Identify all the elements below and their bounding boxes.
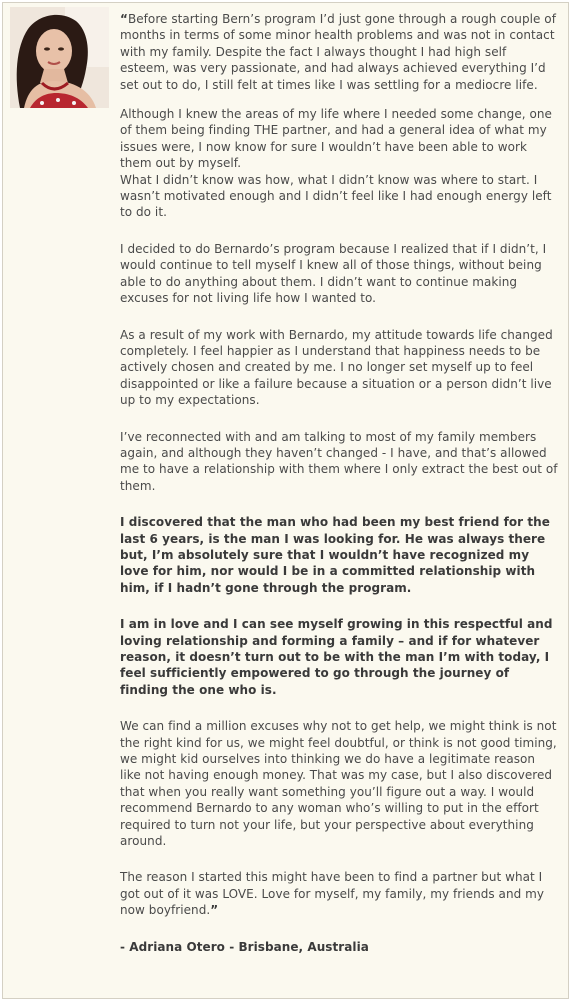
paragraph: I’ve reconnected with and am talking to most of my family members again, and although they haven’t changed - I have, and that’s allowed me to have a relationship with them where I only extract the best out of them. <box>120 429 558 493</box>
paragraph-text: Before starting Bern’s program I’d just gone through a rough couple of months in terms of some minor health problems and was not in contact with my family. Despite the fact I always thought I had high self esteem, was very passionate, and had always achieved everything I’d set out to do, I still felt at times like I was settling for a mediocre life. <box>120 12 556 92</box>
paragraph: We can find a million excuses why not to get help, we might think is not the right kind for us, we might feel doubtful, or think is not good timing, we might kid ourselves into thinking we do have a legitimate reason like not having enough money. That was my case, but I also discovered that when you really want something you’ll figure out a way. I would recommend Bernardo to any woman who’s willing to put in the effort required to turn not your life, but your perspective about everything around. <box>120 719 557 849</box>
author-photo <box>10 7 109 108</box>
testimonial-card <box>2 2 569 999</box>
close-quote: ” <box>210 903 219 918</box>
paragraph <box>120 11 558 93</box>
paragraph: I discovered that the man who had been my best friend for the last 6 years, is the man I was looking for. He was always there but, I’m absolutely sure that I wouldn’t have recognized my love for him, nor would I be in a committed relationship with him, if I hadn’t gone through the program. <box>120 515 550 595</box>
paragraph: As a result of my work with Bernardo, my attitude towards life changed completely. I feel happier as I understand that happiness needs to be actively chosen and created by me. I no longer set myself up to feel disappointed or like a failure because a situation or a person didn’t live up to my expectations. <box>120 327 553 408</box>
open-quote: “ <box>120 12 128 26</box>
paragraph: What I didn’t know was how, what I didn’t know was where to start. I wasn’t motivated enough and I didn’t feel like I had enough energy left to do it. <box>120 172 552 220</box>
portrait-photo-icon <box>10 7 109 108</box>
attribution: - Adriana Otero - Brisbane, Australia <box>120 939 369 954</box>
paragraph-text: The reason I started this might have been to find a partner but what I got out of it was LOVE. Love for myself, my family, my friends and my now boyfriend. <box>120 870 545 918</box>
testimonial-text <box>120 11 558 968</box>
paragraph: I decided to do Bernardo’s program because I realized that if I didn’t, I would continue to tell myself I knew all of those things, without being able to do anything about them. I didn’t want to continue making excuses for not living life how I wanted to. <box>120 241 547 306</box>
paragraph <box>120 869 558 918</box>
paragraph: Although I knew the areas of my life where I needed some change, one of them being finding THE partner, and had a general idea of what my issues were, I now know for sure I wouldn’t have been able to work them out by myself. <box>120 107 552 171</box>
paragraph: I am in love and I can see myself growing in this respectful and loving relationship and forming a family – and if for whatever reason, it doesn’t turn out to be with the man I’m with today, I feel sufficiently empowered to go through the journey of finding the one who is. <box>120 617 553 697</box>
